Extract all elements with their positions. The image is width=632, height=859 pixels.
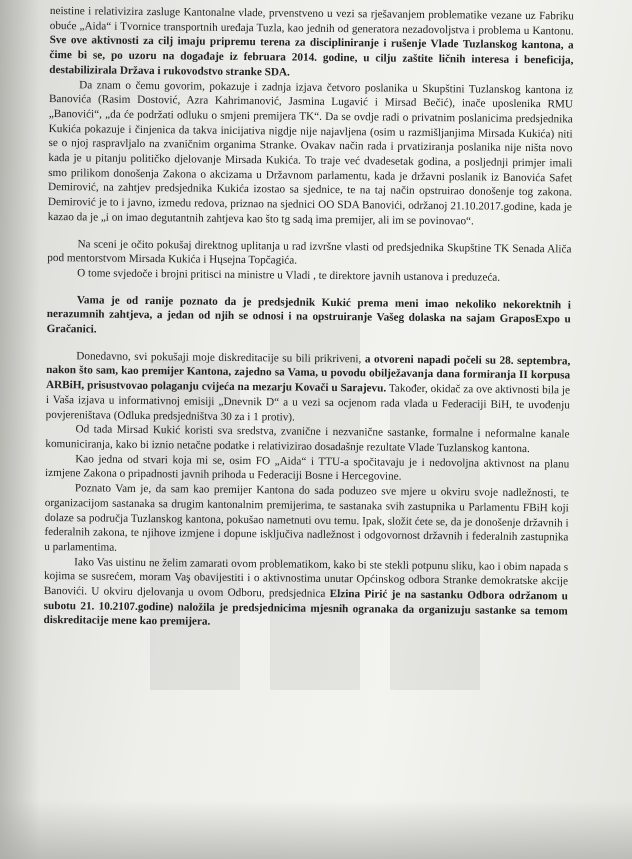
paragraph-1-text: neistine i relativizira zasluge Kantonalne vlade, prvenstveno u vezi sa rješavanjem problematike vezane uz Fabriku obuće „Aida“ i Tvornice transportnih uređaja Tuzla, kao jednih od generatora nezadovoljstva i problema u Kantonu. bbox=[49, 4, 574, 38]
paragraph-1-bold: Sve ove aktivnosti za cilj imaju pripremu terena za discipliniranje i rušenje Vlade Tuzlanskog kantona, a čime bi se, po uzoru na događaje iz februara 2014. godine, u cilju zaštite ličnih interesa i beneficija, destabilizirala Država i rukovodstvo stranke SDA. bbox=[49, 34, 574, 79]
paragraph-3: Na sceni je očito pokušaj direktnog uplitanja u rad izvršne vlasti od predsjednika Skupštine TK Senada Aliča pod mentorstvom Mirsada Kukića i Hųsejna Topčagića. bbox=[47, 237, 572, 267]
paragraph-6-text: Donedavno, svi pokušaji moje diskreditacije su bili prikriveni, bbox=[76, 350, 362, 366]
paragraph-10-text: Iako Vas uistinu ne želim zamarati ovom problematikom, kako bi ste stekli potpunu sliku, kao i obim napada s kojima se susrećem, moram Vaş obavijestiti i o aktivnostima unutar Općinskog odbora Stranke demokratske akcije Banovići. U okviru djelovanja u ovom Odboru, predsjednica bbox=[43, 555, 569, 600]
paragraph-1 bbox=[49, 4, 574, 83]
paragraph-9: Poznato Vam je, da sam kao premijer Kantona do sada poduzeo sve mjere u okviru svoje nadležnosti, te organizacijom sastanaka sa drugim kantonalnim premijerima, te sastanaka svih zastupnika u Parlamentu FBiH koji dolaze sa područja Tuzlanskog kantona, pokušao nametnuti ovu temu. Ipak, složit ćete se, da je donošenje državnih i federalnih zakona, te njihove izmjene i dopune isključiva nadležnost i odgovornost državnih i federalnih zastupnika u parlamentima. bbox=[44, 482, 569, 554]
paragraph-6-bold: a otvoreni napadi počeli su 28. septembra, nakon što sam, kao premijer Kantona, zajedno sa Vama, u povodu obilježavanja dana formiranja II korpusa ARBiH, prisustvovao polaganju cvijeća na mezarju Kovači u Sarajevu. bbox=[45, 353, 571, 395]
paragraph-5: Vama je od ranije poznato da je predsjednik Kukić prema meni imao nekoliko nekorektnih i nerazumnih zahtjeva, a jedan od njih se odnosi i na opstruiranje Vašeg dolaska na sajam GraposExpo u Gračanici. bbox=[46, 293, 571, 336]
paragraph-6 bbox=[46, 349, 571, 428]
paragraph-10-bold: Elzina Pirić je na sastanku Odbora održanom u subotu 21. 10.2107.godine) naložila je predsjednicima mjesnih ogranaka da organizuju sastanke sa temom diskreditacije mene kao premijera. bbox=[43, 587, 568, 629]
page-edge-shadow bbox=[0, 0, 40, 859]
paragraph-7: Od tada Mirsad Kukić koristi sva sredstva, zvanične i nezvanične sastanke, formalne i neformalne kanale komuniciranja, kako bi iznio netačne podatke i relativizirao dosadašnje rezultate Vlade Tuzlanskog kantona. bbox=[45, 423, 570, 456]
paragraph-4: O tome svjedoče i brojni pritisci na ministre u Vladi , te direktore javnih ustanova i preduzeća. bbox=[77, 267, 501, 284]
paragraph-6-tail: Također, okidač za ove aktivnosti bila je i Vaša izjava u informativnoj emisiji „Dnevnik D“ a u vezi sa ocjenom rada vlada u Federaciji BiH, te uvođenju povjereništava (Odluka predsjedništva 30 za i 1 protiv). bbox=[45, 382, 571, 424]
letter-body bbox=[43, 4, 574, 634]
paragraph-8: Kao jedna od stvari koja mi se, osim FO „Aida“ i TTU-a spočitavaju je i nedovoljna aktivnost na planu izmjene Zakona o pripadnosti javnih prihoda u Federaciji Bosne i Hercegovine. bbox=[45, 452, 570, 484]
paragraph-10 bbox=[43, 555, 568, 634]
bottom-shade bbox=[0, 800, 632, 859]
paragraph-2: Da znam o čemu govorim, pokazuje i zadnja izjava četvoro poslanika u Skupštini Tuzlanskog kantona iz Banovića (Rasim Dostović, Azra Kahrimanović, Jasmina Lugavić i Mirsad Bečić), inače uposlenika RMU „Banovići“, „da će podržati odluku o smjeni premijera TK“. Da se ovdje radi o privatnim poslanicima predsjednika Kukića pokazuje i činjenica da takva inicijativa nigdje nije najavljena (osim u razmišljanjima Mirsada Kukića) niti se o njoj raspravljalo na zvaničnim organima Stranke. Ovakav način rada i prvatiziranja poslanika nije ništa novo kada je u pitanju političko djelovanje Mirsada Kukića. To traje već dvadesetak godina, a posljednji primjer imali smo prilikom donošenja Zakona o akcizama u Državnom parlamentu, kada je državni poslanik iz Banovića Safet Demirović, na zahtjev predsjednika Kukića izostao sa sjednice, te na taj način opstruirao donošenje tog zakona. Demirović je to i javno, izmedu redova, priznao na sjednici OO SDA Banovići, održanoj 21.10.2017.godine, kada je kazao da je „i on imao degutantnih zahtjeva kao što tg sadą ima premijer, ali im se povinovao“. bbox=[47, 78, 574, 228]
